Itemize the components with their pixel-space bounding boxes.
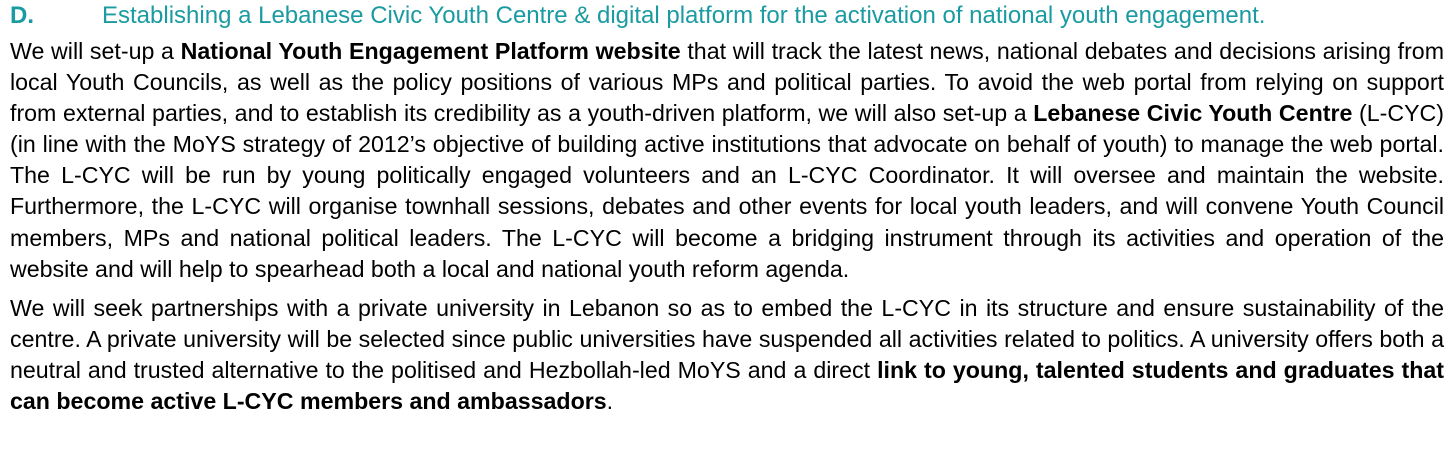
text-run: We will set-up a [10, 38, 181, 64]
bold-link-to-students: link to young, talented students and graduates that can become active L-CYC members and ambassadors [10, 356, 1444, 415]
text-run: that will track the latest news, national debates and decisions arising from local Youth Councils, as well as the policy positions of various MPs and political parties. To avoid the web portal from relying on support from external parties, and to establish its credibility as a youth-driven platform, we will also set-up a [10, 38, 1445, 127]
text-run: . [606, 388, 614, 415]
paragraph-university [10, 293, 1444, 417]
section-title: Establishing a Lebanese Civic Youth Centre & digital platform for the activation of national youth engagement. [102, 2, 1266, 29]
section-letter: D. [10, 2, 34, 29]
text-run: We will seek partnerships with a private university in Lebanon so as to embed the L-CYC in its structure and ensure sustainability of the centre. A private university will be selected since public universities have suspended all activities related to politics. A university offers both a neutral and trusted alternative to the politised and Hezbollah-led MoYS and a direct [10, 294, 1444, 383]
paragraph-platform [10, 36, 1444, 285]
bold-civic-youth-centre: Lebanese Civic Youth Centre [1033, 100, 1353, 127]
section-heading [10, 0, 1444, 33]
bold-platform-website: National Youth Engagement Platform website [180, 38, 681, 64]
text-run: (L-CYC) (in line with the MoYS strategy of 2012’s objective of building active institutions that advocate on behalf of youth) to manage the web portal. The L-CYC will be run by young politically engaged volunteers and an L-CYC Coordinator. It will oversee and maintain the website. Furthermore, the L-CYC will organise townhall sessions, debates and other events for local youth leaders, and will convene Youth Council members, MPs and national political leaders. The L-CYC will become a bridging instrument through its activities and operation of the website and will help to spearhead both a local and national youth reform agenda. [10, 100, 1444, 282]
